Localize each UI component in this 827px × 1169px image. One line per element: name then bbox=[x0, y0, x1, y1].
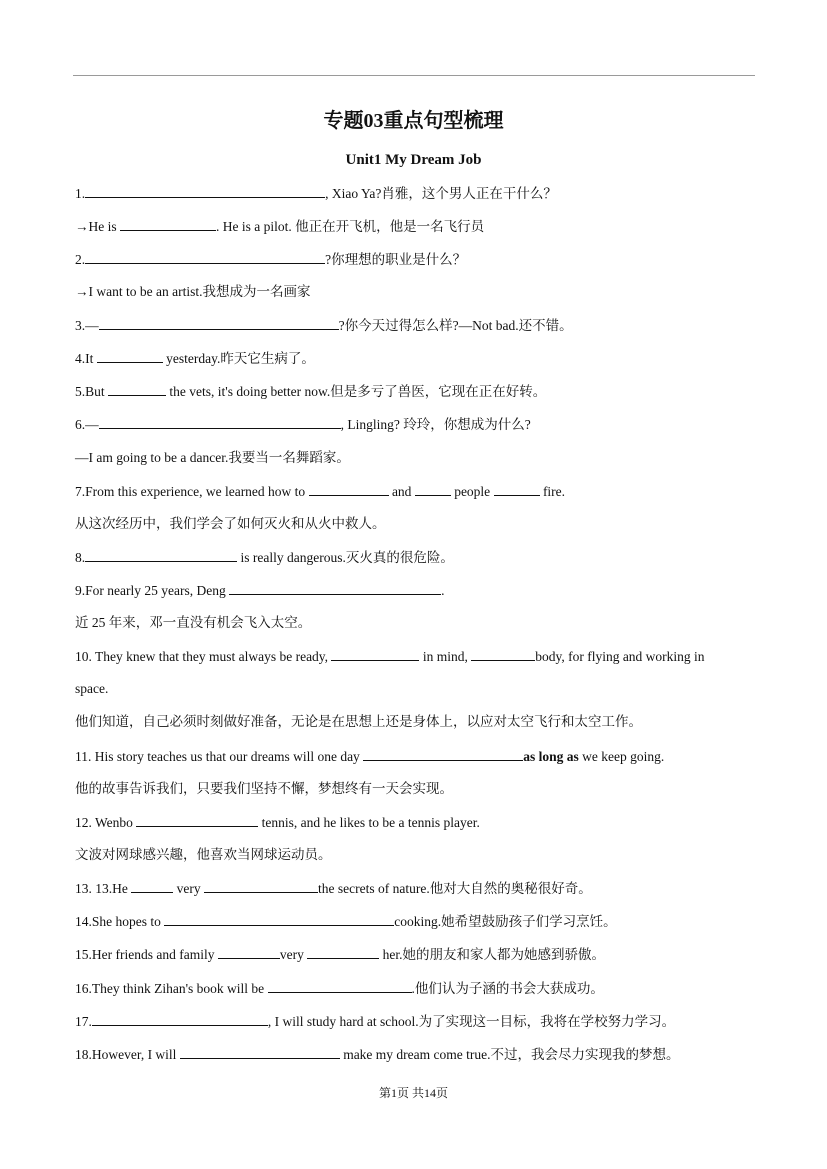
blank[interactable] bbox=[471, 646, 535, 661]
sentence-13: 13. 13.He very the secrets of nature.他对大自然的奥秘很好奇。 bbox=[75, 878, 755, 899]
blank[interactable] bbox=[92, 1011, 268, 1026]
blank[interactable] bbox=[268, 978, 412, 993]
sentence-10: 10. They knew that they must always be ready, in mind, body, for flying and working in bbox=[75, 646, 755, 667]
sentence-3: 3.— ?你今天过得怎么样?—Not bad.还不错。 bbox=[75, 315, 755, 336]
translation-10: 他们知道，自己必须时刻做好准备，无论是在思想上还是身体上，以应对太空飞行和太空工作。 bbox=[75, 714, 642, 729]
sentence-15: 15.Her friends and family very her.她的朋友和家人都为她感到骄傲。 bbox=[75, 944, 755, 965]
sentence-4: 4.It yesterday.昨天它生病了。 bbox=[75, 348, 755, 369]
sentence-9: 9.For nearly 25 years, Deng . bbox=[75, 580, 755, 601]
sentence-16: 16.They think Zihan's book will be .他们认为子涵的书会大获成功。 bbox=[75, 978, 755, 999]
answer-6: —I am going to be a dancer.我要当一名舞蹈家。 bbox=[75, 450, 350, 465]
translation-11: 他的故事告诉我们，只要我们坚持不懈，梦想终有一天会实现。 bbox=[75, 781, 453, 796]
blank[interactable] bbox=[120, 216, 216, 231]
translation-7: 从这次经历中，我们学会了如何灭火和从火中救人。 bbox=[75, 516, 386, 531]
blank[interactable] bbox=[85, 547, 237, 562]
sentence-14: 14.She hopes to cooking.她希望鼓励孩子们学习烹饪。 bbox=[75, 911, 755, 932]
translation-9: 近 25 年来，邓一直没有机会飞入太空。 bbox=[75, 615, 312, 630]
sentence-18: 18.However, I will make my dream come true.不过，我会尽力实现我的梦想。 bbox=[75, 1044, 755, 1065]
blank[interactable] bbox=[309, 481, 389, 496]
blank[interactable] bbox=[164, 911, 394, 926]
page-footer: 第1页 共14页 bbox=[378, 1086, 448, 1100]
blank[interactable] bbox=[229, 580, 441, 595]
translation-12: 文波对网球感兴趣，他喜欢当网球运动员。 bbox=[75, 847, 332, 862]
blank[interactable] bbox=[363, 746, 523, 761]
blank[interactable] bbox=[85, 249, 325, 264]
blank[interactable] bbox=[204, 878, 318, 893]
blank[interactable] bbox=[307, 944, 379, 959]
blank[interactable] bbox=[331, 646, 419, 661]
blank[interactable] bbox=[494, 481, 540, 496]
unit-subtitle: Unit1 My Dream Job bbox=[345, 152, 482, 168]
blank[interactable] bbox=[136, 812, 258, 827]
sentence-12: 12. Wenbo tennis, and he likes to be a tennis player. bbox=[75, 812, 755, 833]
page-title: 专题03重点句型梳理 bbox=[323, 110, 504, 132]
blank[interactable] bbox=[97, 348, 163, 363]
sentence-7: 7.From this experience, we learned how to and people fire. bbox=[75, 481, 755, 502]
sentence-8: 8. is really dangerous.灭火真的很危险。 bbox=[75, 547, 755, 568]
blank[interactable] bbox=[108, 381, 166, 396]
blank[interactable] bbox=[415, 481, 451, 496]
sentence-11: 11. His story teaches us that our dreams will one day as long as we keep going. bbox=[75, 746, 755, 767]
blank[interactable] bbox=[99, 315, 339, 330]
blank[interactable] bbox=[85, 183, 325, 198]
header-rule bbox=[73, 75, 755, 76]
blank[interactable] bbox=[131, 878, 173, 893]
blank[interactable] bbox=[99, 414, 341, 429]
answer-1: →He is . He is a pilot. 他正在开飞机，他是一名飞行员 bbox=[75, 216, 755, 237]
answer-2: →I want to be an artist.我想成为一名画家 bbox=[75, 284, 311, 299]
sentence-6: 6.— , Lingling? 玲玲，你想成为什么? bbox=[75, 414, 755, 435]
sentence-17: 17. , I will study hard at school.为了实现这一目标，我将在学校努力学习。 bbox=[75, 1011, 755, 1032]
sentence-2: 2. ?你理想的职业是什么？ bbox=[75, 249, 755, 270]
blank[interactable] bbox=[218, 944, 280, 959]
sentence-1: 1. , Xiao Ya?肖雅，这个男人正在干什么？ bbox=[75, 183, 755, 204]
blank[interactable] bbox=[180, 1044, 340, 1059]
sentence-10-cont: space. bbox=[75, 681, 109, 696]
sentence-5: 5.But the vets, it's doing better now.但是多亏了兽医，它现在正在好转。 bbox=[75, 381, 755, 402]
